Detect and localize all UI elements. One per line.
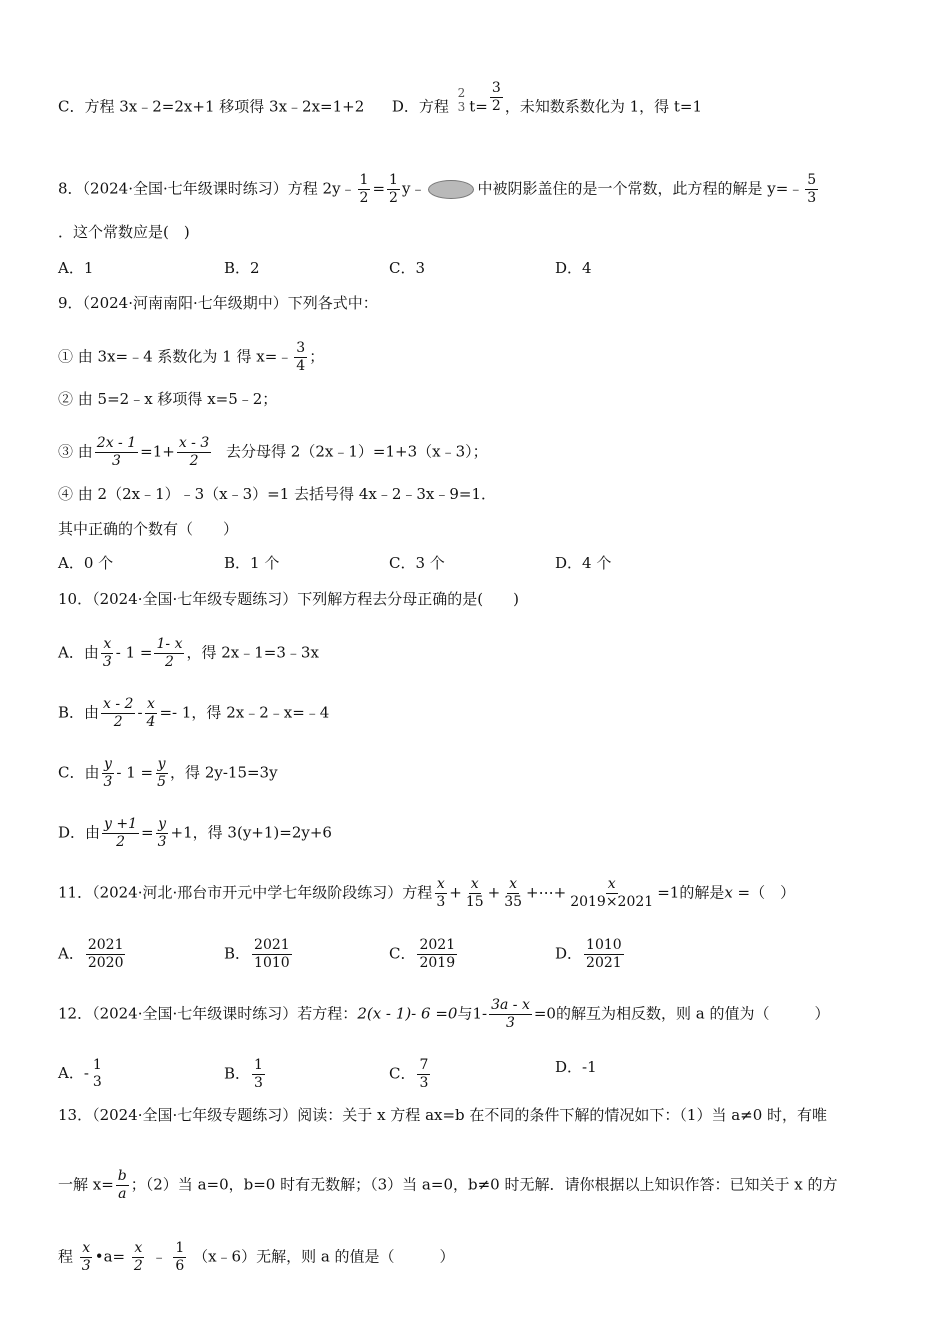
shaded-oval: [428, 180, 474, 199]
q13-line3: 程 $\frac{x}{3}$ •a= $\frac{x}{2}$ ﹣ $\frac{1}{6}$ （x﹣6）无解，则 a 的值是（ ）: [58, 1240, 455, 1274]
q9-option-b: B．1 个: [224, 554, 280, 572]
q9-option-d: D．4 个: [555, 554, 612, 572]
q12-option-b: B． $\frac{1}{3}$: [224, 1057, 263, 1091]
q9-s3-fraction-2: $\frac{x - 3}{2}$: [178, 435, 210, 469]
q10-a-fraction-1: $\frac{x}{3}$: [102, 636, 112, 670]
q12-option-c: C． $\frac{7}{3}$: [389, 1057, 429, 1091]
q9-s1-fraction: $\frac{3}{4}$: [296, 340, 306, 374]
q13-fraction-1: $\frac{x}{3}$: [81, 1240, 91, 1274]
q10-option-a: A．由 $\frac{x}{3}$ - 1 = $\frac{1- x}{2}$ ，得 2x﹣1=3﹣3x: [58, 636, 319, 670]
q8-tail: 中被阴影盖住的是一个常数，此方程的解是 y=﹣: [477, 179, 804, 198]
q10-c-fraction-2: $\frac{y}{5}$: [157, 756, 167, 790]
q9-statement-2: ② 由 5=2﹣x 移项得 x=5﹣2；: [58, 390, 278, 408]
q9-statement-1: ① 由 3x=﹣4 系数化为 1 得 x=﹣ $\frac{3}{4}$ ；: [58, 340, 325, 374]
q8-option-b: B．2: [224, 259, 260, 277]
q8-solution-fraction: $\frac{5}{3}$: [807, 172, 817, 206]
q11-option-a: A． $\frac{2021}{2020}$: [58, 937, 124, 971]
q7-option-d-label: D．方程: [391, 97, 449, 116]
q9-s3-fraction-1: $\frac{2x - 1}{3}$: [96, 435, 137, 469]
q10-option-b: B．由 $\frac{x - 2}{2}$ - $\frac{x}{4}$ =- 1，得 2x﹣2﹣x=﹣4: [58, 696, 330, 730]
q10-d-fraction-2: $\frac{y}{3}$: [157, 816, 167, 850]
q7-option-c-label: C．方程: [58, 97, 115, 116]
q9-statement-4: ④ 由 2（2x﹣1）﹣3（x﹣3）=1 去括号得 4x﹣2﹣3x﹣9=1．: [58, 485, 497, 503]
q10-option-c: C．由 $\frac{y}{3}$ - 1 = $\frac{y}{5}$ ，得 2y-15=3y: [58, 756, 278, 790]
q9-ask: 其中正确的个数有（ ）: [58, 520, 239, 538]
q8-frac-2: $\frac{1}{2}$: [389, 172, 398, 206]
q7-coef-fraction: 2 3: [457, 85, 466, 114]
q10-option-d: D．由 $\frac{y +1}{2}$ = $\frac{y}{3}$ +1，得 3(y+1)=2y+6: [58, 816, 332, 850]
q7-rhs-fraction: $\frac{3}{2}$: [491, 80, 501, 114]
q11-head: 11．（2024·河北·邢台市开元中学七年级阶段练习）方程: [58, 883, 433, 902]
q11-option-b: B． $\frac{2021}{1010}$: [224, 937, 290, 971]
q11-option-d: D． $\frac{1010}{2021}$: [555, 937, 622, 971]
q8-line1: 8．（2024·全国·七年级课时练习）方程 2y﹣ $\frac{1}{2}$ = $\frac{1}{2}$ y﹣ 中被阴影盖住的是一个常数，此方程的解是 y=﹣ $\frac{5}{3}$: [58, 172, 817, 206]
q11-term-3: $\frac{x}{35}$: [504, 876, 523, 910]
q11-x-equals: x =: [724, 883, 751, 902]
q12-line: 12．（2024·全国·七年级课时练习）若方程：2(x - 1)- 6 =0与1- $\frac{3a - x}{3}$ =0的解互为相反数，则 a 的值为（ ）: [58, 997, 830, 1031]
q10-b-fraction-1: $\frac{x - 2}{2}$: [103, 696, 134, 730]
q12-head: 12．（2024·全国·七年级课时练习）若方程：: [58, 1004, 358, 1023]
q8-frac-1: $\frac{1}{2}$: [359, 172, 369, 206]
q8-line2: ．这个常数应是( ): [58, 223, 190, 241]
q8-option-d: D．4: [555, 259, 592, 277]
q9-option-a: A．0 个: [58, 554, 114, 572]
q9-option-c: C．3 个: [389, 554, 445, 572]
q9-head: 9．（2024·河南南阳·七年级期中）下列各式中：: [58, 294, 378, 312]
q12-option-a: A．- 1 3: [58, 1057, 102, 1090]
q13-line2: 一解 x= $\frac{b}{a}$ ；（2）当 a=0，b=0 时有无数解；（3）当 a=0，b≠0 时无解．请你根据以上知识作答：已知关于 x 的方: [58, 1168, 838, 1202]
q13-solution-fraction: $\frac{b}{a}$: [117, 1168, 127, 1202]
q7-option-c-text: 3x﹣2=2x+1 移项得 3x﹣2x=1+2: [119, 97, 365, 116]
q13-fraction-2: $\frac{x}{2}$: [133, 1240, 143, 1274]
q10-b-fraction-2: $\frac{x}{4}$: [146, 696, 156, 730]
q10-c-fraction-1: $\frac{y}{3}$: [103, 756, 113, 790]
q8-option-a: A．1: [58, 259, 94, 277]
q10-d-fraction-1: $\frac{y +1}{2}$: [104, 816, 138, 850]
q11-term-4: $\frac{x}{2019\times 2021}$: [570, 876, 654, 910]
q11-option-c: C． $\frac{2021}{2019}$: [389, 937, 456, 971]
q13-line1: 13．（2024·全国·七年级专题练习）阅读：关于 x 方程 ax=b 在不同的条件下解的情况如下：（1）当 a≠0 时，有唯: [58, 1106, 828, 1124]
q13-fraction-3: $\frac{1}{6}$: [175, 1240, 185, 1274]
q11-line: 11．（2024·河北·邢台市开元中学七年级阶段练习）方程 $\frac{x}{3}$ + $\frac{x}{15}$ + $\frac{x}{35}$ +⋯+ $\frac{x}{2019\times 2021}$ =1的解是x =（ ）: [58, 876, 796, 910]
q8-head: 8．（2024·全国·七年级课时练习）方程 2y﹣: [58, 179, 356, 198]
q12-fraction: $\frac{3a - x}{3}$: [491, 997, 530, 1031]
q8-option-c: C．3: [389, 259, 426, 277]
q7-var: t=: [469, 97, 488, 116]
q9-statement-3: ③ 由 $\frac{2x - 1}{3}$ =1+ $\frac{x - 3}{2}$ 去分母得 2（2x﹣1）=1+3（x﹣3）；: [58, 435, 488, 469]
q12-option-d: D．-1: [555, 1058, 597, 1076]
q10-head: 10．（2024·全国·七年级专题练习）下列解方程去分母正确的是( ): [58, 590, 520, 608]
q7-option-d-text: ，未知数系数化为 1，得 t=1: [504, 97, 703, 116]
q10-a-fraction-2: $\frac{1- x}{2}$: [156, 636, 183, 670]
q12-equation-1: 2(x - 1)- 6 =0: [357, 1004, 458, 1023]
q11-term-1: $\frac{x}{3}$: [436, 876, 446, 910]
q11-term-2: $\frac{x}{15}$: [465, 876, 484, 910]
q7-line: [58, 80, 703, 125]
